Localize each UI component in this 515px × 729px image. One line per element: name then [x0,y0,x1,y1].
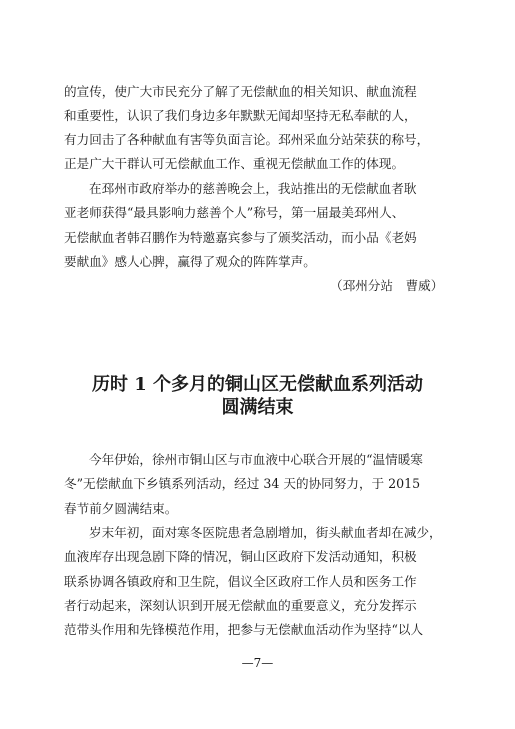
article-title-line2: 圆满结束 [221,397,294,418]
paragraph-line: 岁末年初，面对寒冬医院患者急剧增加，街头献血者却在减少， [89,525,442,540]
paragraph-line: 无偿献血者韩召鹏作为特邀嘉宾参与了颁奖活动，而小品《老妈 [64,230,417,245]
paragraph-line: 的宣传，使广大市民充分了解了无偿献血的相关知识、献血流程 [64,84,417,99]
paragraph-line: 今年伊始，徐州市铜山区与市血液中心联合开展的“温情暖寒 [89,452,423,467]
article-title: 历时 1 个多月的铜山区无偿献血系列活动 [91,374,424,395]
paragraph-line: 有力回击了各种献血有害等负面言论。邳州采血分站荣获的称号， [64,132,430,147]
paragraph-line: 冬”无偿献血下乡镇系列活动，经过 34 天的协同努力，于 2015 [64,476,421,491]
paragraph-line: 亚老师获得“最具影响力慈善个人”称号，第一届最美邳州人、 [64,205,405,220]
paragraph-line: 要献血》感人心脾，赢得了观众的阵阵掌声。 [64,254,316,269]
paragraph-line: 春节前夕圆满结束。 [64,501,178,516]
paragraph-line: 联系协调各镇政府和卫生院，倡议全区政府工作人员和医务工作 [64,574,417,589]
paragraph-line: 者行动起来，深刻认识到开展无偿献血的重要意义，充分发挥示 [64,598,417,613]
paragraph-line: 正是广大干群认可无偿献血工作、重视无偿献血工作的体现。 [64,156,405,171]
paragraph-line: 在邳州市政府举办的慈善晚会上，我站推出的无偿献血者耿 [89,181,417,196]
paragraph-line: 血液库存出现急剧下降的情况，铜山区政府下发活动通知，积极 [64,549,417,564]
article-signature: （邳州分站 曹威） [330,278,444,293]
page-number: —7— [241,656,274,670]
paragraph-line: 范带头作用和先锋模范作用，把参与无偿献血活动作为坚持“以人 [64,622,424,637]
paragraph-line: 和重要性，认识了我们身边多年默默无闻却坚持无私奉献的人， [64,108,417,123]
